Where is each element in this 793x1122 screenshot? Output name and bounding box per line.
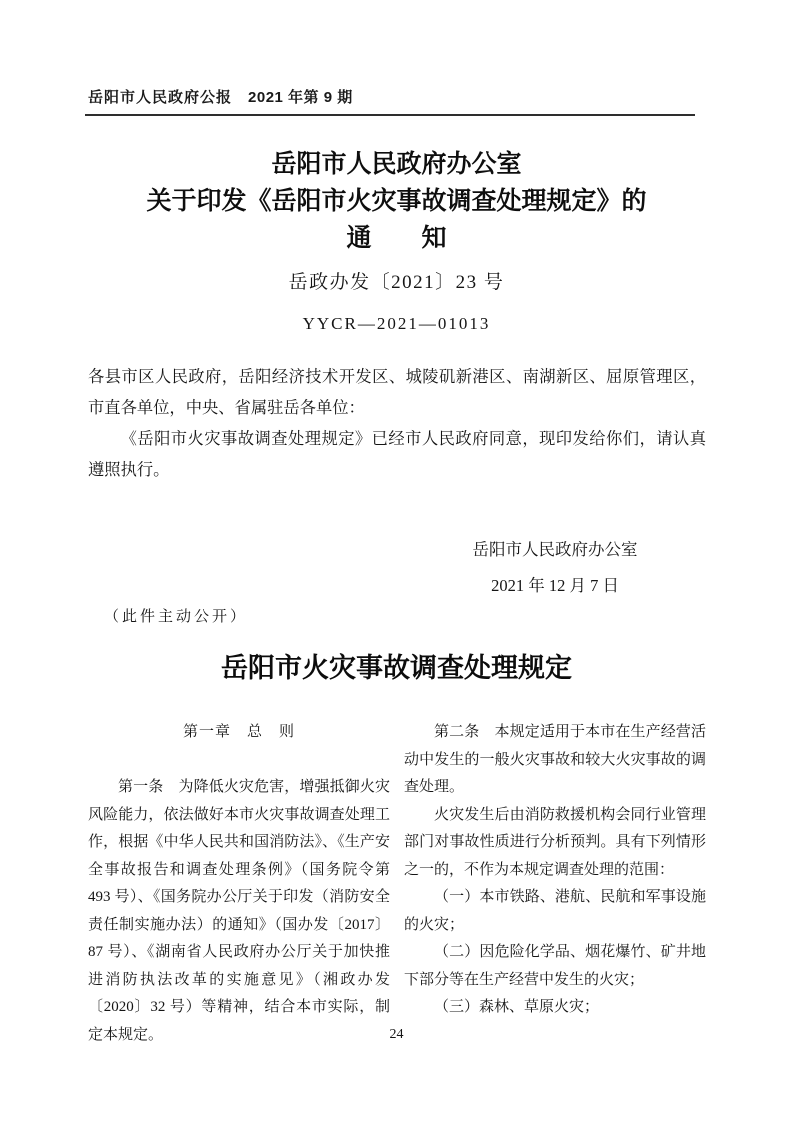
doc-number: 岳政办发〔2021〕23 号 <box>288 272 505 293</box>
notice-title <box>0 146 793 257</box>
article-2-paragraph-1: 第二条 本规定适用于本市在生产经营活动中发生的一般火灾事故和较大火灾事故的调查处理。 <box>404 724 706 795</box>
chapter-heading: 第一章 总 则 <box>182 724 295 740</box>
exclusion-item-1: （一）本市铁路、港航、民航和军事设施的火灾； <box>404 889 706 933</box>
regulation-title: 岳阳市火灾事故调查处理规定 <box>221 653 572 683</box>
notice-body <box>88 361 706 485</box>
page-number: 24 <box>389 1027 404 1042</box>
left-column <box>88 719 390 1049</box>
signature-name: 岳阳市人民政府办公室 <box>472 540 638 559</box>
regulation-columns <box>88 719 706 1049</box>
right-column <box>404 719 706 1049</box>
index-number: YYCR—2021—01013 <box>302 314 491 333</box>
gazette-title: 岳阳市人民政府公报 <box>88 89 233 106</box>
notice-title-line-3: 通 知 <box>346 225 447 252</box>
exclusion-item-2: （二）因危险化学品、烟花爆竹、矿井地下部分等在生产经营中发生的火灾； <box>404 944 706 988</box>
gazette-issue: 2021 年第 9 期 <box>248 89 353 106</box>
exclusion-item-3: （三）森林、草原火灾； <box>434 999 600 1015</box>
notice-title-line-2: 关于印发《岳阳市火灾事故调查处理规定》的 <box>146 188 647 215</box>
gazette-header <box>88 86 706 107</box>
notice-title-line-1: 岳阳市人民政府办公室 <box>271 151 522 178</box>
article-2-paragraph-2: 火灾发生后由消防救援机构会同行业管理部门对事故性质进行分析预判。具有下列情形之一的，不作为本规定调查处理的范围： <box>404 806 706 878</box>
disclosure-note: （此件主动公开） <box>104 609 249 625</box>
article-1-paragraph: 第一条 为降低火灾危害，增强抵御火灾风险能力，依法做好本市火灾事故调查处理工作，根据《中华人民共和国消防法》、《生产安全事故报告和调查处理条例》（国务院令第 493 号）、《国务院办公厅关于印发（消防安全责任制实施办法）的通知》（国办发〔2017〕87 号）、《湖南省人民政府办公厅关于加快推进消防执法改革的实施意见》（湘政办发〔2020〕32 号）等精神，结合本市实际，制定本规定。 <box>88 779 390 1043</box>
addressee-paragraph: 各县市区人民政府，岳阳经济技术开发区、城陵矶新港区、南湖新区、屈原管理区，市直各单位，中央、省属驻岳各单位： <box>88 367 706 417</box>
signature-date: 2021 年 12 月 7 日 <box>491 576 619 595</box>
signature-block <box>450 532 660 604</box>
notice-body-paragraph: 《岳阳市火灾事故调查处理规定》已经市人民政府同意，现印发给你们，请认真遵照执行。 <box>88 429 706 479</box>
header-divider <box>85 114 695 116</box>
